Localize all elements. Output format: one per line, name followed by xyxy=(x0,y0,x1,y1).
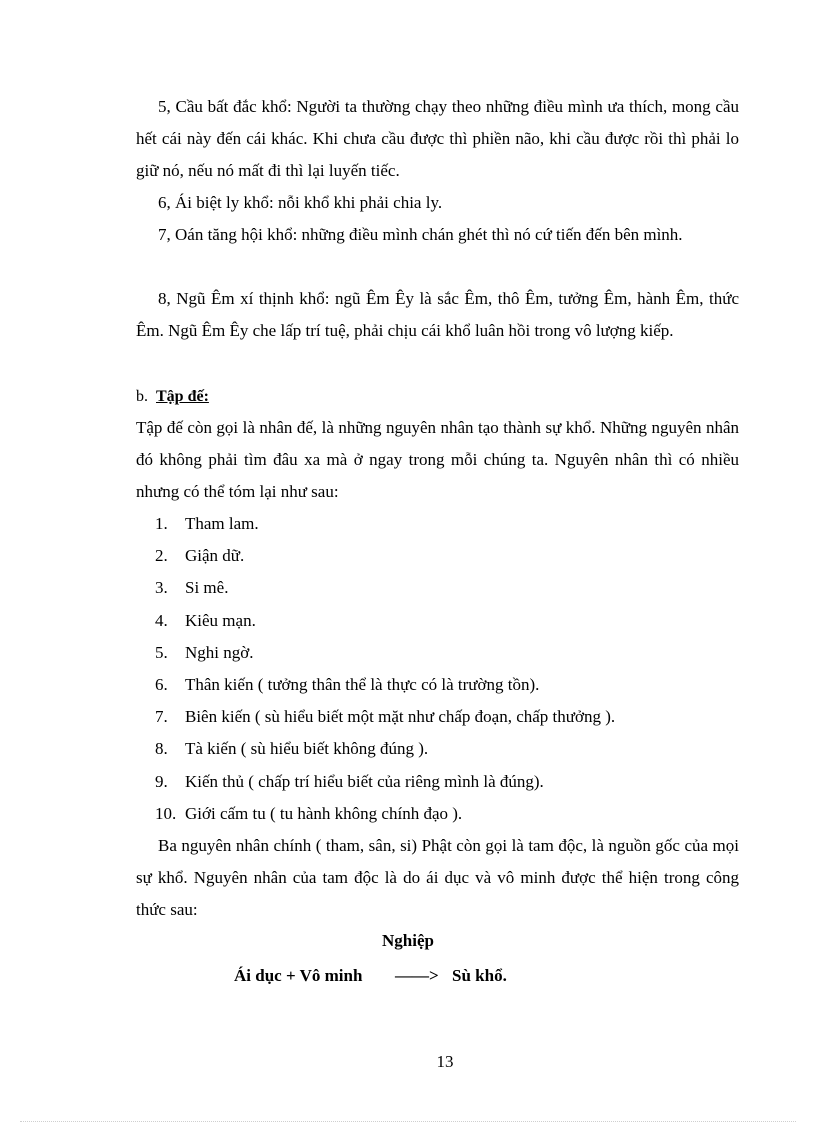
list-number: 4. xyxy=(155,610,168,630)
list-number: 6. xyxy=(155,675,168,695)
list-number: 9. xyxy=(155,771,168,791)
list-number: 7. xyxy=(155,707,168,727)
intro-paragraph: Tập đế còn gọi là nhân đế, là những nguyên nhân tạo thành sự khổ. Những nguyên nhân đó không phải tìm đâu xa mà ở ngay trong mỗi chúng ta. Nguyên nhân thì có nhiều nhưng có thể tóm lại như sau: xyxy=(136,418,739,501)
causes-list xyxy=(155,508,615,830)
paragraph-5: 5, Cầu bất đắc khổ: Người ta thường chạy theo những điều mình ưa thích, mong cầu hết cái này đến cái khác. Khi chưa cầu được thì phiền não, khi cầu được rồi thì phải lo giữ nó, nếu nó mất đi thì lại luyến tiếc. xyxy=(136,97,739,180)
list-text: Giận dữ. xyxy=(185,546,245,566)
list-text: Tà kiến ( sù hiểu biết không đúng ). xyxy=(185,739,429,759)
list-item xyxy=(155,605,615,637)
list-text: Giới cấm tu ( tu hành không chính đạo ). xyxy=(185,803,463,823)
formula-arrow: ——> xyxy=(395,966,439,985)
formula-right-term: Sù khổ. xyxy=(452,966,507,985)
paragraph-7: 7, Oán tăng hội khổ: những điều mình chán ghét thì nó cứ tiến đến bên mình. xyxy=(158,225,683,244)
list-text: Kiêu mạn. xyxy=(185,610,256,630)
page-number: 13 xyxy=(436,1052,454,1071)
paragraph-8: 8, Ngũ Êm xí thịnh khổ: ngũ Êm Êy là sắc Êm, thô Êm, tưởng Êm, hành Êm, thức Êm. Ngũ Êm Êy che lấp trí tuệ, phải chịu cái khổ luân hồi trong vô lượng kiếp. xyxy=(136,289,739,340)
conclusion-paragraph: Ba nguyên nhân chính ( tham, sân, si) Phật còn gọi là tam độc, là nguồn gốc của mọi sự khổ. Nguyên nhân của tam độc là do ái dục và vô minh được thể hiện trong công thức sau: xyxy=(136,836,739,919)
list-item xyxy=(155,798,615,830)
paragraph-6: 6, Ái biệt ly khổ: nỗi khổ khi phải chia ly. xyxy=(158,193,443,212)
list-item xyxy=(155,508,615,540)
section-heading xyxy=(136,381,209,413)
list-text: Kiến thủ ( chấp trí hiểu biết của riêng mình là đúng). xyxy=(185,771,544,791)
list-item xyxy=(155,733,615,765)
section-marker: b. xyxy=(136,388,148,405)
list-number: 8. xyxy=(155,739,168,759)
list-text: Biên kiến ( sù hiểu biết một mặt như chấp đoạn, chấp thưởng ). xyxy=(185,707,616,727)
list-number: 2. xyxy=(155,546,168,566)
list-text: Tham lam. xyxy=(185,514,259,533)
list-text: Nghi ngờ. xyxy=(185,642,254,662)
list-item xyxy=(155,637,615,669)
list-item xyxy=(155,701,615,733)
list-number: 1. xyxy=(155,514,168,533)
list-item xyxy=(155,669,615,701)
list-text: Si mê. xyxy=(185,578,229,598)
list-item xyxy=(155,540,615,572)
list-number: 3. xyxy=(155,578,168,598)
formula-left-term: Ái dục + Vô minh xyxy=(234,966,363,985)
page-divider xyxy=(20,1121,796,1122)
list-number: 10. xyxy=(155,803,177,823)
formula-top-label: Nghiệp xyxy=(382,931,434,950)
section-title: Tập đế: xyxy=(156,388,209,405)
list-text: Thân kiến ( tưởng thân thể là thực có là trường tồn). xyxy=(185,675,540,695)
list-item xyxy=(155,572,615,604)
list-item xyxy=(155,766,615,798)
list-number: 5. xyxy=(155,642,168,662)
